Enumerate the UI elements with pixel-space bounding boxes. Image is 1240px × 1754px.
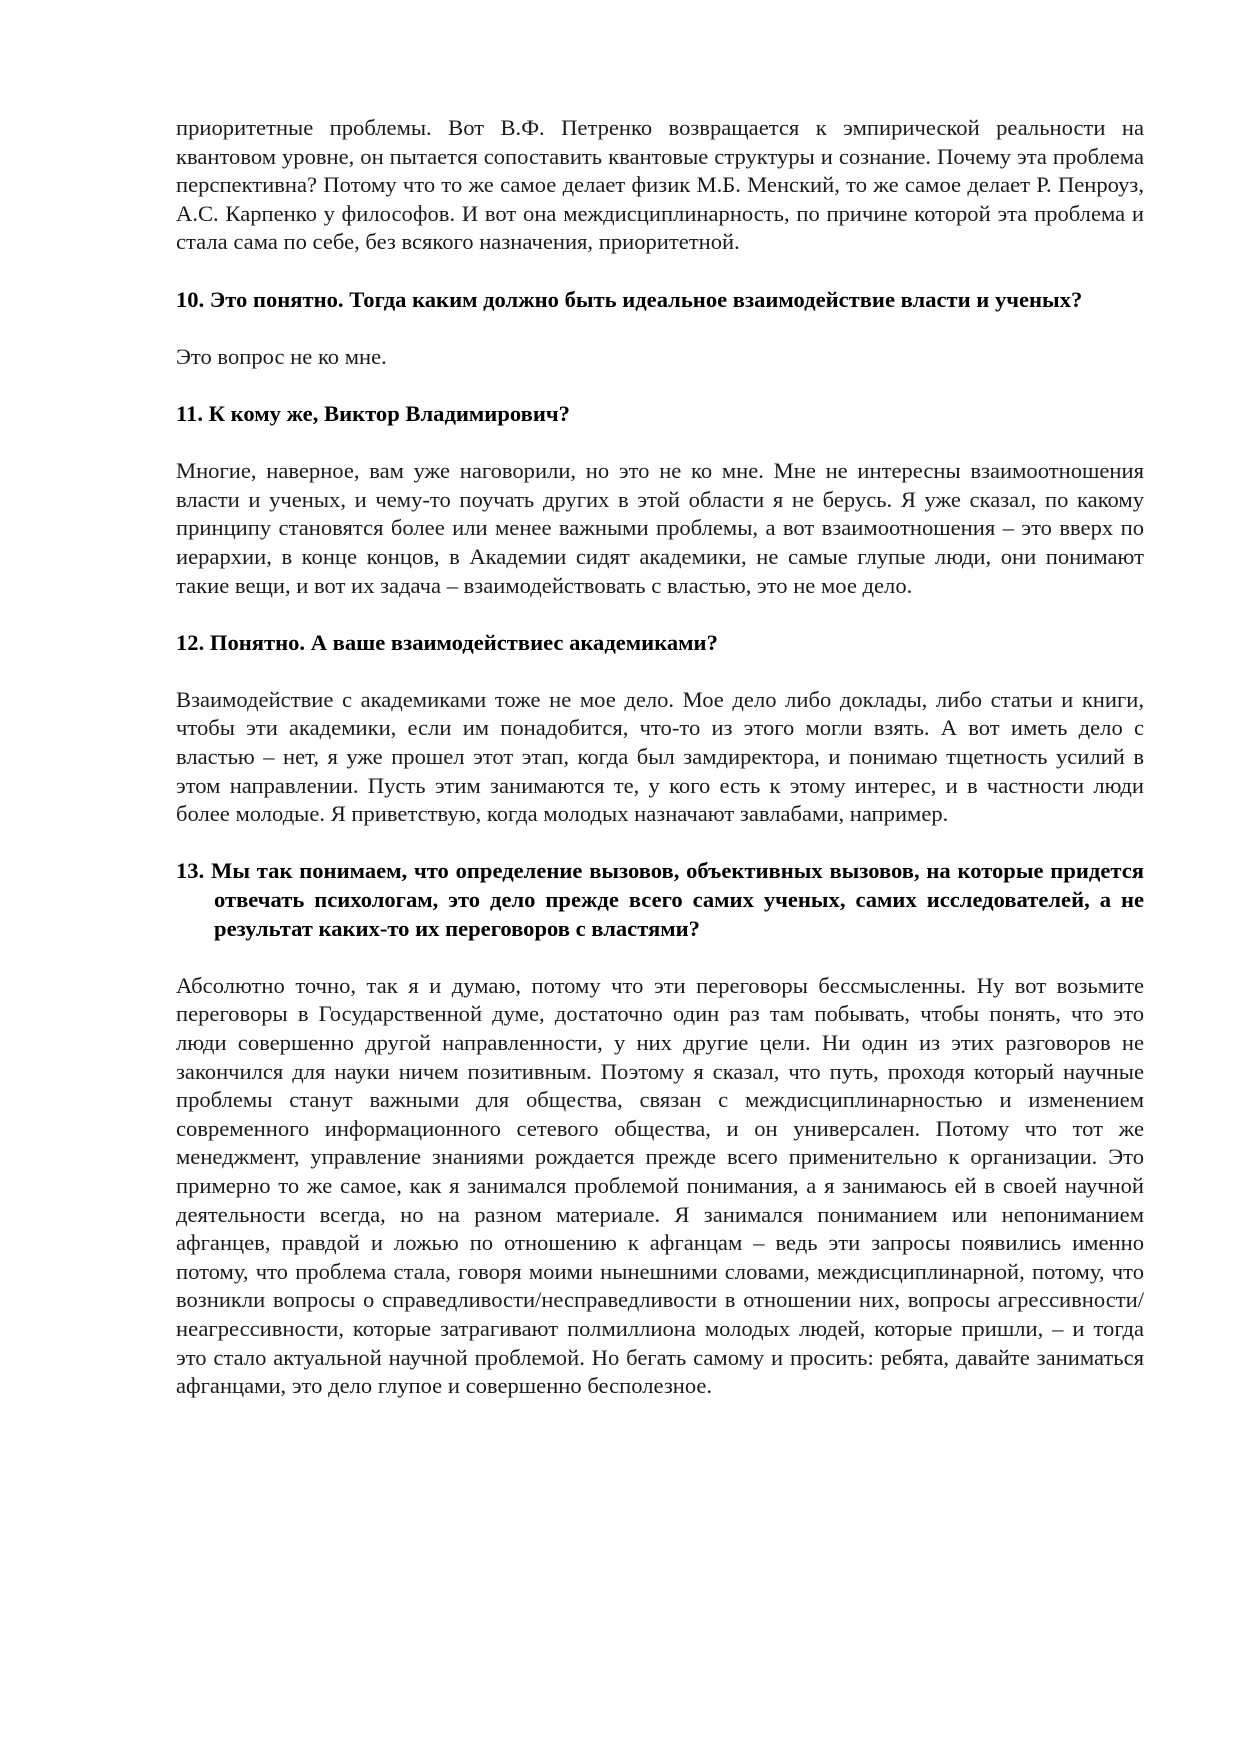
document-page — [176, 114, 1144, 1401]
question-13-heading: 13. Мы так понимаем, что определение вызовов, объективных вызовов, на которые придется отвечать психологам, это дело прежде всего самих ученых, самих исследователей, а не результат каких-то их переговоров с властями? — [176, 858, 1144, 941]
answer-paragraph: Абсолютно точно, так я и думаю, потому что эти переговоры бессмысленны. Ну вот возьмите переговоры в Государственной думе, достаточно один раз там побывать, чтобы понять, что это люди совершенно другой направленности, у них другие цели. Ни один из этих разговоров не закончился для науки ничем позитивным. Поэтому я сказал, что путь, проходя который научные проблемы станут важными для общества, связан с междисциплинарностью и изменением современного информационного сетевого общества, и он универсален. Потому что тот же менеджмент, управление знаниями рождается прежде всего применительно к организации. Это примерно то же самое, как я занимался проблемой понимания, а я занимаюсь ей в своей научной деятельности всегда, но на разном материале. Я занимался пониманием или непониманием афганцев, правдой и ложью по отношению к афганцам – ведь эти запросы появились именно потому, что проблема стала, говоря моими нынешними словами, междисциплинарной, потому, что возникли вопросы о справедливости/несправедливости в отношении них, вопросы агрессивности/неагрессивности, которые затрагивают полмиллиона молодых людей, которые пришли, – и тогда это стало актуальной научной проблемой. Но бегать самому и просить: ребята, давайте заниматься афганцами, это дело глупое и совершенно бесполезное. — [176, 972, 1144, 1399]
question-10-heading: 10. Это понятно. Тогда каким должно быть идеальное взаимодействие власти и ученых? — [176, 286, 1083, 312]
answer-paragraph: Взаимодействие с академиками тоже не мое дело. Мое дело либо доклады, либо статьи и книги, чтобы эти академики, если им понадобится, что-то из этого могли взять. А вот иметь дело с властью – нет, я уже прошел этот этап, когда был замдиректора, и понимаю тщетность усилий в этом направлении. Пусть этим занимаются те, у кого есть к этому интерес, и в частности люди более молодые. Я приветствую, когда молодых назначают завлабами, например. — [176, 686, 1144, 827]
answer-paragraph: Многие, наверное, вам уже наговорили, но это не ко мне. Мне не интересны взаимоотношения власти и ученых, и чему-то поучать других в этой области я не берусь. Я уже сказал, по какому принципу становятся более или менее важными проблемы, а вот взаимоотношения – это вверх по иерархии, в конце концов, в Академии сидят академики, не самые глупые люди, они понимают такие вещи, и вот их задача – взаимодействовать с властью, это не мое дело. — [176, 458, 1144, 598]
answer-paragraph: приоритетные проблемы. Вот В.Ф. Петренко возвращается к эмпирической реальности на квантовом уровне, он пытается сопоставить квантовые структуры и сознание. Почему эта проблема перспективна? Потому что то же самое делает физик М.Б. Менский, то же самое делает Р. Пенроуз, А.С. Карпенко у философов. И вот она междисциплинарность, по причине которой эта проблема и стала сама по себе, без всякого назначения, приоритетной. — [176, 115, 1144, 255]
question-11-heading: 11. К кому же, Виктор Владимирович? — [176, 400, 570, 426]
answer-paragraph: Это вопрос не ко мне. — [176, 343, 387, 369]
question-12-heading: 12. Понятно. А ваше взаимодействиес академиками? — [176, 629, 718, 655]
